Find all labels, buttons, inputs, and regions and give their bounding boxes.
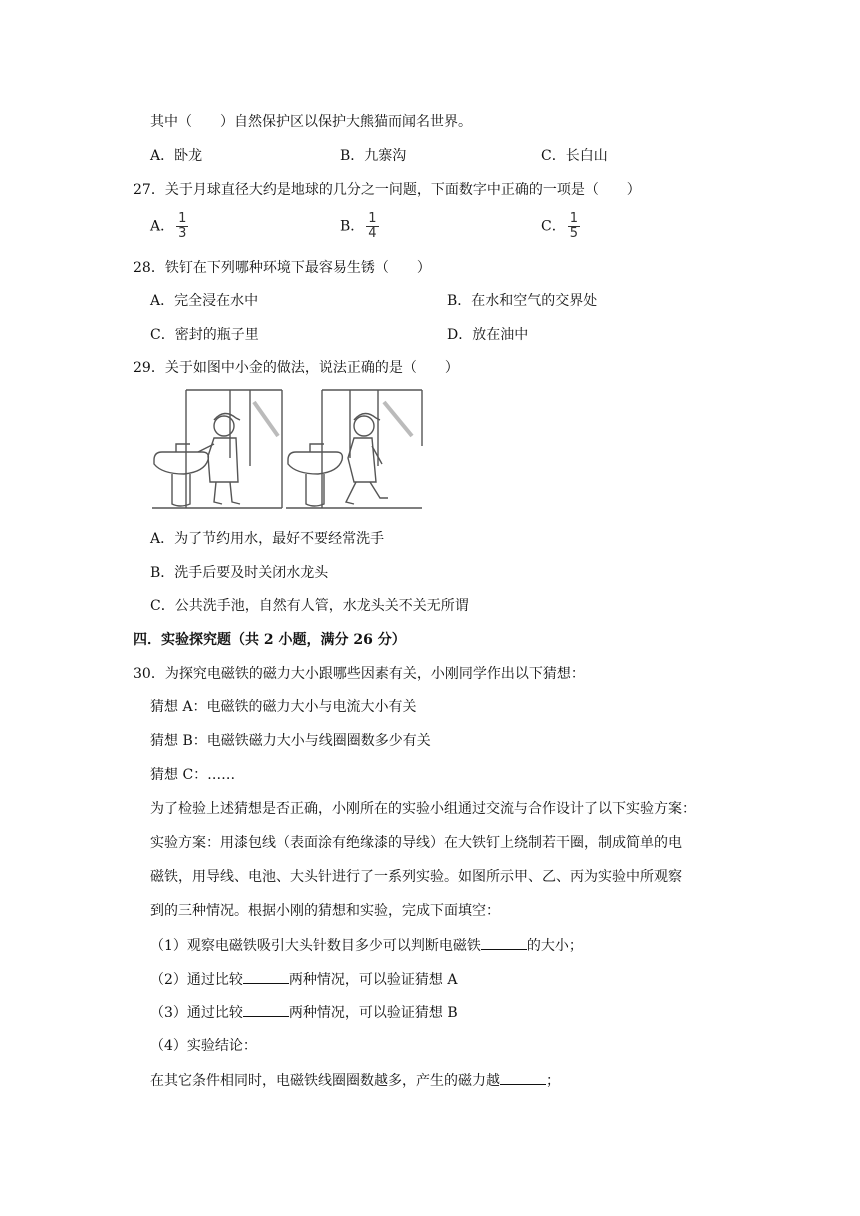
q30-hypothesis-a: 猜想 A：电磁铁的磁力大小与电流大小有关 (150, 699, 417, 715)
q30-plan-line-3: 到的三种情况。根据小刚的猜想和实验，完成下面填空： (150, 903, 500, 919)
q29-stem: 29．关于如图中小金的做法，说法正确的是（ ） (133, 360, 459, 376)
q29-option-b[interactable]: B．洗手后要及时关闭水龙头 (150, 565, 329, 581)
q27-stem: 27．关于月球直径大约是地球的几分之一问题，下面数字中正确的一项是（ ） (133, 182, 641, 198)
q26-option-c[interactable]: C．长白山 (541, 148, 608, 164)
answer-blank[interactable] (243, 1002, 289, 1017)
q28-stem: 28．铁钉在下列哪种环境下最容易生锈（ ） (133, 260, 431, 276)
fraction (366, 212, 378, 241)
q26-option-b[interactable]: B．九寨沟 (340, 148, 407, 164)
q27-option-c[interactable] (541, 212, 580, 241)
q30-plan-line-1: 实验方案：用漆包线（表面涂有绝缘漆的导线）在大铁钉上绕制若干圈，制成简单的电 (150, 835, 682, 851)
q30-s3-text: （3）通过比较 (150, 1005, 243, 1021)
q27-option-b[interactable] (340, 212, 379, 241)
answer-blank[interactable] (481, 935, 527, 950)
q30-subquestion-1 (150, 935, 583, 956)
q30-s2-text-end: 两种情况，可以验证猜想 A (288, 972, 458, 988)
q30-s1-text-end: 的大小； (526, 938, 583, 954)
q27-option-c-prefix: C． (541, 218, 566, 235)
fraction-numerator: 1 (178, 211, 187, 226)
fraction (176, 212, 188, 241)
q30-subquestion-3 (150, 1002, 458, 1023)
fraction-numerator: 1 (368, 211, 377, 226)
answer-blank[interactable] (500, 1070, 546, 1085)
q26-stem-tail: 其中（ ）自然保护区以保护大熊猫而闻名世界。 (150, 114, 472, 130)
q29-option-c[interactable]: C．公共洗手池，自然有人管，水龙头关不关无所谓 (150, 598, 469, 614)
q27-option-a[interactable] (150, 212, 188, 241)
fraction-denominator: 3 (178, 226, 187, 241)
fraction-numerator: 1 (569, 211, 578, 226)
fraction-denominator: 4 (368, 226, 377, 241)
q30-plan-line-2: 磁铁，用导线、电池、大头针进行了一系列实验。如图所示甲、乙、丙为实验中所观察 (150, 869, 682, 885)
fraction-denominator: 5 (569, 226, 578, 241)
q30-hypothesis-c: 猜想 C：…… (150, 767, 236, 783)
q30-s3-text-end: 两种情况，可以验证猜想 B (288, 1005, 458, 1021)
q28-option-b[interactable]: B．在水和空气的交界处 (447, 293, 598, 309)
fraction (568, 212, 580, 241)
q30-stem: 30．为探究电磁铁的磁力大小跟哪些因素有关，小刚同学作出以下猜想： (133, 666, 585, 682)
q30-conclusion (150, 1070, 560, 1091)
section-heading: 四．实验探究题（共 2 小题，满分 26 分） (133, 632, 406, 648)
q26-option-a[interactable]: A．卧龙 (150, 148, 203, 164)
q28-option-d[interactable]: D．放在油中 (447, 327, 529, 343)
q29-option-a[interactable]: A．为了节约用水，最好不要经常洗手 (150, 531, 385, 547)
q30-conclusion-text: 在其它条件相同时，电磁铁线圈圈数越多，产生的磁力越 (150, 1073, 500, 1089)
q30-s2-text: （2）通过比较 (150, 972, 243, 988)
q30-subquestion-4: （4）实验结论： (150, 1038, 257, 1054)
q30-conclusion-end: ； (546, 1073, 560, 1089)
answer-blank[interactable] (243, 969, 289, 984)
q27-option-a-prefix: A． (150, 218, 175, 235)
q30-hypothesis-b: 猜想 B：电磁铁磁力大小与线圈圈数多少有关 (150, 733, 431, 749)
q28-option-c[interactable]: C．密封的瓶子里 (150, 327, 259, 343)
q28-option-a[interactable]: A．完全浸在水中 (150, 293, 259, 309)
q30-intro: 为了检验上述猜想是否正确，小刚所在的实验小组通过交流与合作设计了以下实验方案： (150, 801, 696, 817)
q30-s1-text: （1）观察电磁铁吸引大头针数目多少可以判断电磁铁 (150, 938, 481, 954)
q30-subquestion-2 (150, 969, 457, 990)
handwashing-illustration (150, 386, 426, 514)
q27-option-b-prefix: B． (340, 218, 365, 235)
